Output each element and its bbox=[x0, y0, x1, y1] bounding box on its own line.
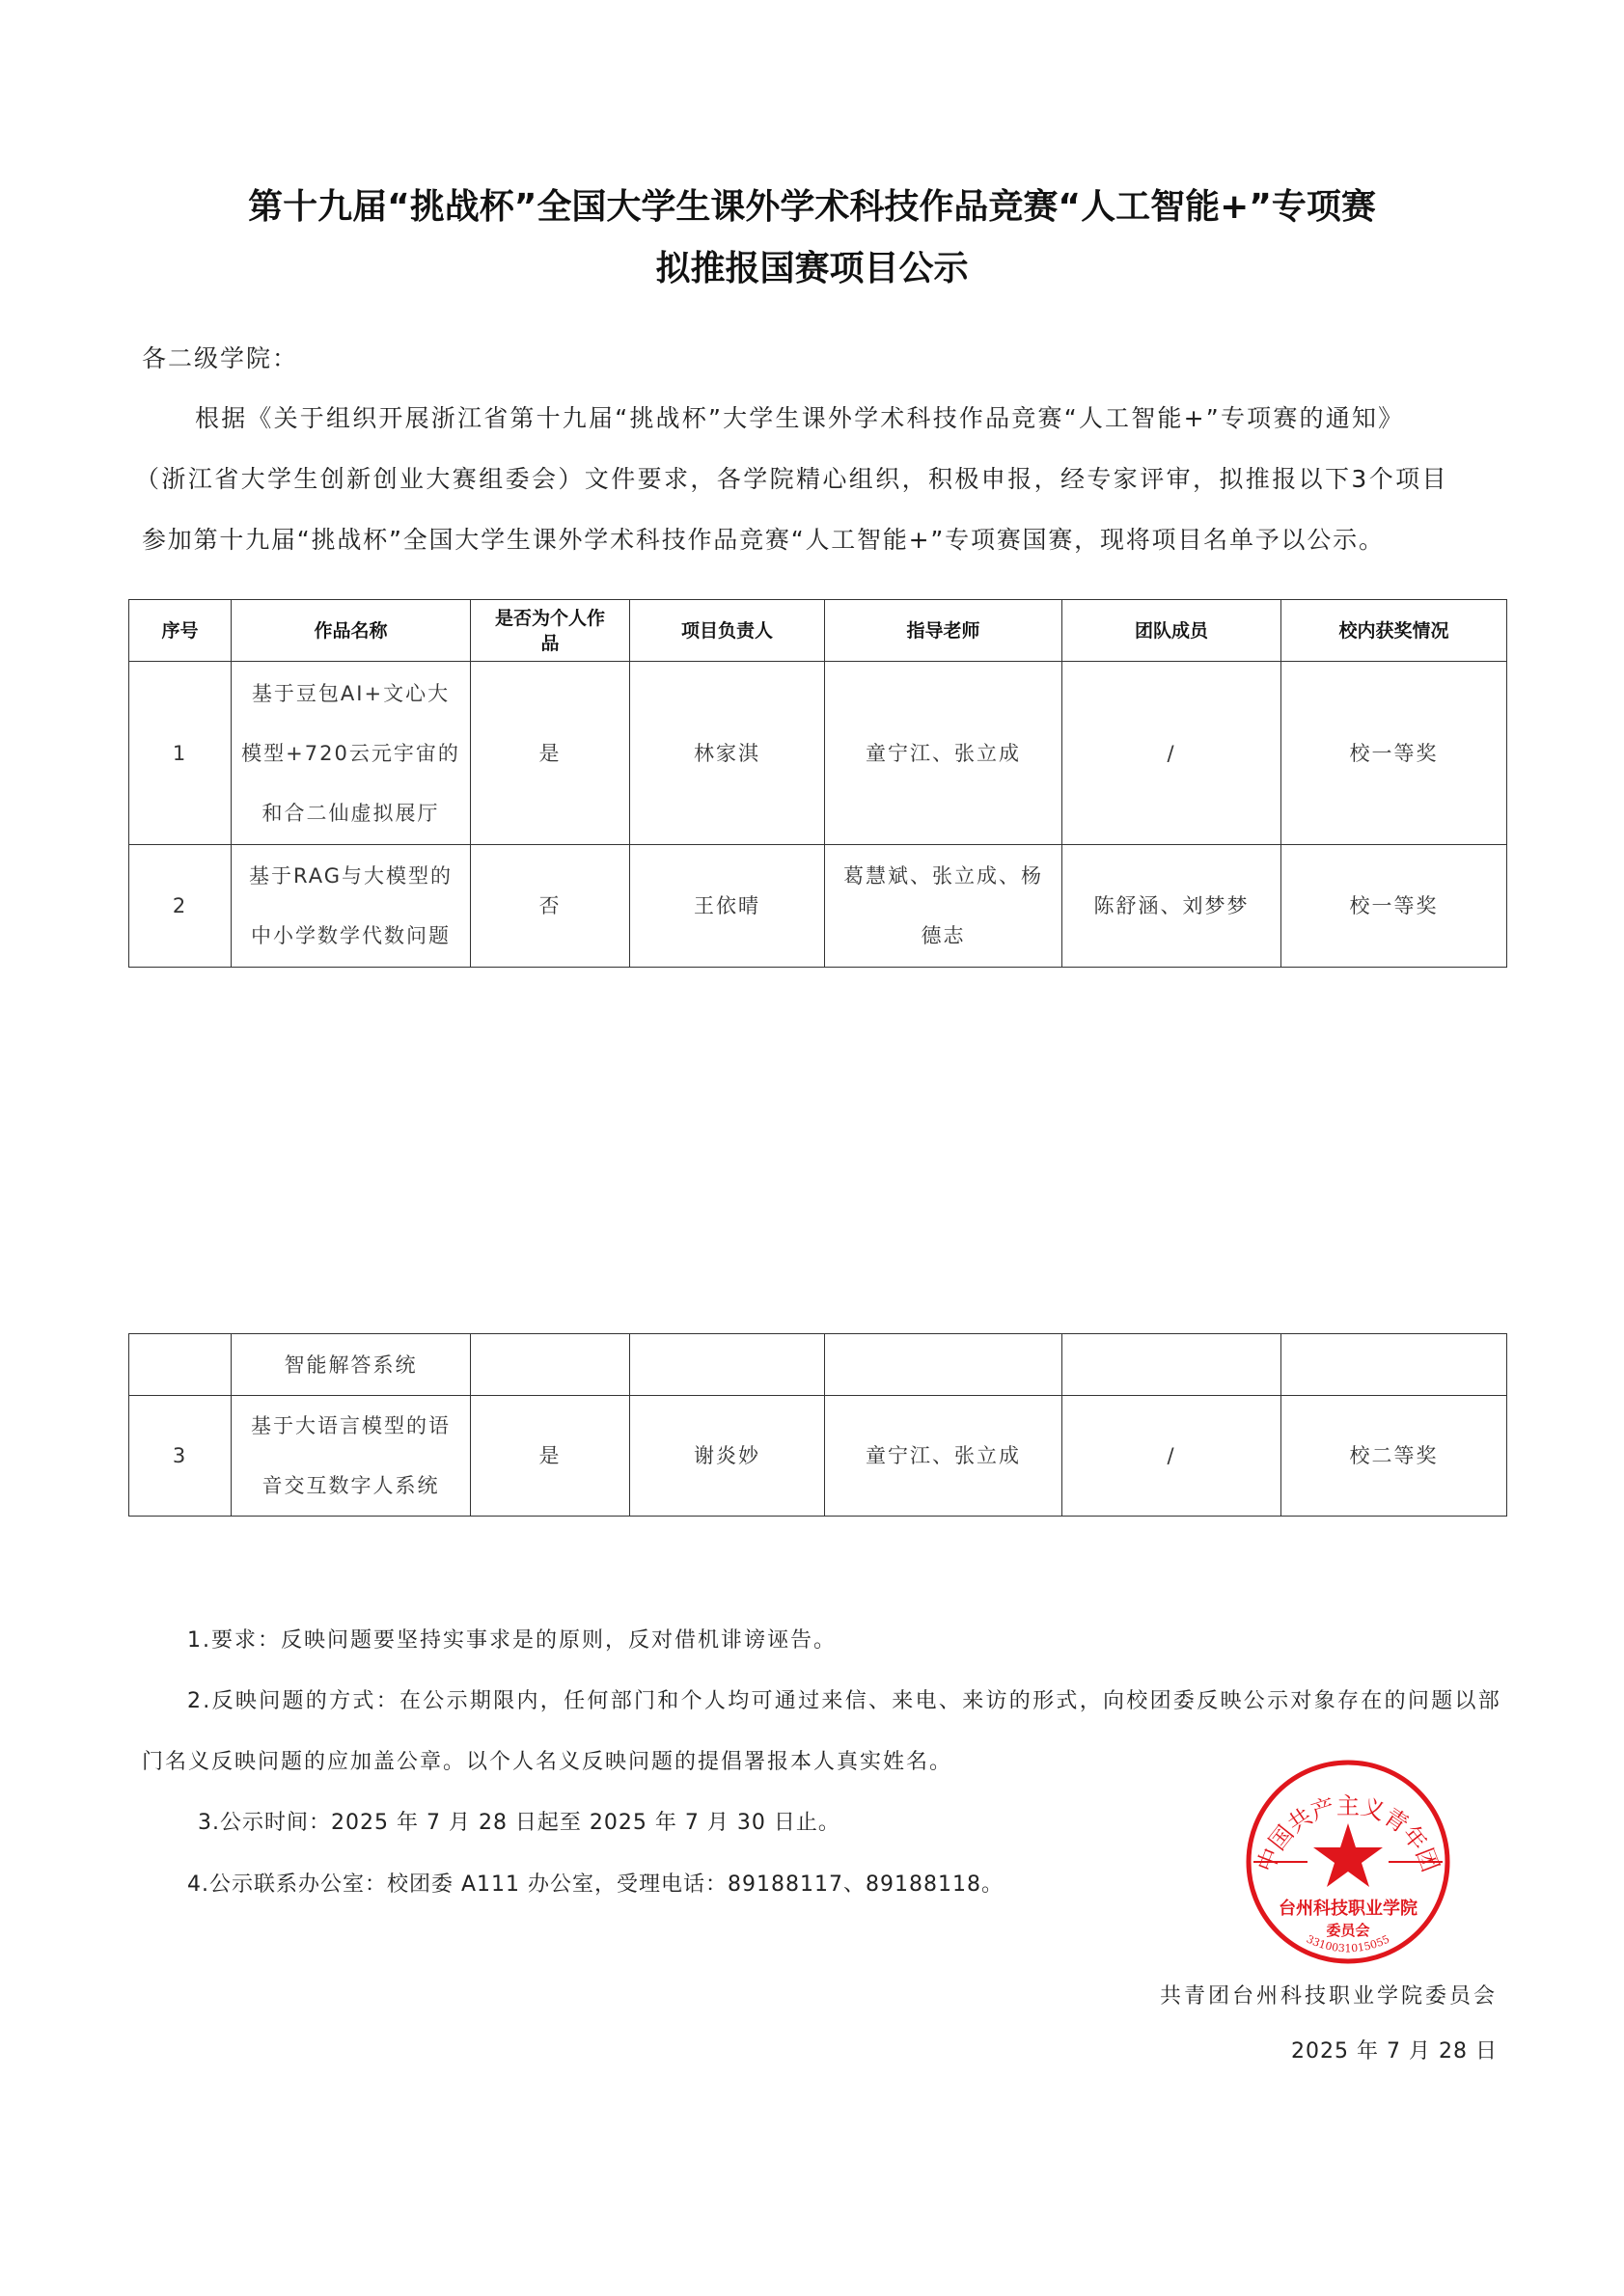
intro-line-1: 根据《关于组织开展浙江省第十九届“挑战杯”大学生课外学术科技作品竞赛“人工智能+”专项赛的通知》 bbox=[195, 404, 1405, 432]
cell-leader: 王依晴 bbox=[630, 845, 825, 968]
cell-no: 1 bbox=[129, 662, 232, 845]
header-name: 作品名称 bbox=[232, 600, 471, 662]
header-individual: 是否为个人作 品 bbox=[471, 600, 630, 662]
intro-line-2: （浙江省大学生创新创业大赛组委会）文件要求，各学院精心组织，积极申报，经专家评审，拟推报以下3个项目 bbox=[135, 465, 1448, 493]
cell-individual: 否 bbox=[471, 845, 630, 968]
cell-no: 3 bbox=[129, 1396, 232, 1517]
cell-no: 2 bbox=[129, 845, 232, 968]
note-3: 3.公示时间：2025 年 7 月 28 日起至 2025 年 7 月 30 日止。 bbox=[198, 1811, 840, 1835]
cell-advisor: 童宁江、张立成 bbox=[825, 662, 1062, 845]
title-line-2: 拟推报国赛项目公示 bbox=[655, 249, 969, 288]
official-seal bbox=[1244, 1758, 1452, 1966]
cell-award: 校一等奖 bbox=[1281, 845, 1507, 968]
table-header-row bbox=[129, 600, 1507, 662]
cell-members: 陈舒涵、刘梦梦 bbox=[1062, 845, 1281, 968]
cell-advisor: 童宁江、张立成 bbox=[825, 1396, 1062, 1517]
note-1: 1.要求：反映问题要坚持实事求是的原则，反对借机诽谤诬告。 bbox=[187, 1628, 837, 1653]
cell-leader: 林家淇 bbox=[630, 662, 825, 845]
cell-members: / bbox=[1062, 662, 1281, 845]
cell-name: 基于RAG与大模型的 中小学数学代数问题 bbox=[232, 845, 471, 968]
star-icon bbox=[1313, 1823, 1383, 1887]
cell-members: / bbox=[1062, 1396, 1281, 1517]
note-2a: 2.反映问题的方式：在公示期限内，任何部门和个人均可通过来信、来电、来访的形式，向校团委反映公示对象存在的问题以部 bbox=[187, 1689, 1502, 1713]
cell-advisor: 葛慧斌、张立成、杨 德志 bbox=[825, 845, 1062, 968]
cell-award: 校二等奖 bbox=[1281, 1396, 1507, 1517]
seal-bottom-text: 委员会 bbox=[1326, 1922, 1370, 1939]
table-row bbox=[129, 1396, 1507, 1517]
project-table bbox=[128, 599, 1507, 968]
seal-top-text: 中国共产主义青年团 bbox=[1252, 1791, 1445, 1876]
project-table-continued bbox=[128, 1333, 1507, 1517]
table-row bbox=[129, 662, 1507, 845]
intro-line-3: 参加第十九届“挑战杯”全国大学生课外学术科技作品竞赛“人工智能+”专项赛国赛，现将项目名单予以公示。 bbox=[142, 526, 1385, 554]
salutation: 各二级学院： bbox=[142, 344, 299, 372]
seal-code: 3310031015055 bbox=[1304, 1932, 1392, 1955]
cell-individual: 是 bbox=[471, 662, 630, 845]
table-row bbox=[129, 845, 1507, 968]
cell-leader: 谢炎妙 bbox=[630, 1396, 825, 1517]
signature-date: 2025 年 7 月 28 日 bbox=[1291, 2039, 1498, 2064]
cell-name: 智能解答系统 bbox=[232, 1334, 471, 1396]
signature-org: 共青团台州科技职业学院委员会 bbox=[1159, 1984, 1498, 2009]
title-line-1: 第十九届“挑战杯”全国大学生课外学术科技作品竞赛“人工智能+”专项赛 bbox=[248, 187, 1376, 227]
header-members: 团队成员 bbox=[1062, 600, 1281, 662]
cell-name: 基于豆包AI+文心大 模型+720云元宇宙的 和合二仙虚拟展厅 bbox=[232, 662, 471, 845]
header-leader: 项目负责人 bbox=[630, 600, 825, 662]
cell-individual: 是 bbox=[471, 1396, 630, 1517]
seal-middle-text: 台州科技职业学院 bbox=[1279, 1899, 1418, 1919]
header-advisor: 指导老师 bbox=[825, 600, 1062, 662]
note-4: 4.公示联系办公室：校团委 A111 办公室，受理电话：89188117、89188118。 bbox=[187, 1872, 1004, 1897]
cell-award: 校一等奖 bbox=[1281, 662, 1507, 845]
header-no: 序号 bbox=[129, 600, 232, 662]
header-award: 校内获奖情况 bbox=[1281, 600, 1507, 662]
note-2b: 门名义反映问题的应加盖公章。以个人名义反映问题的提倡署报本人真实姓名。 bbox=[142, 1750, 953, 1774]
cell-name: 基于大语言模型的语 音交互数字人系统 bbox=[232, 1396, 471, 1517]
table-row-continued bbox=[129, 1334, 1507, 1396]
